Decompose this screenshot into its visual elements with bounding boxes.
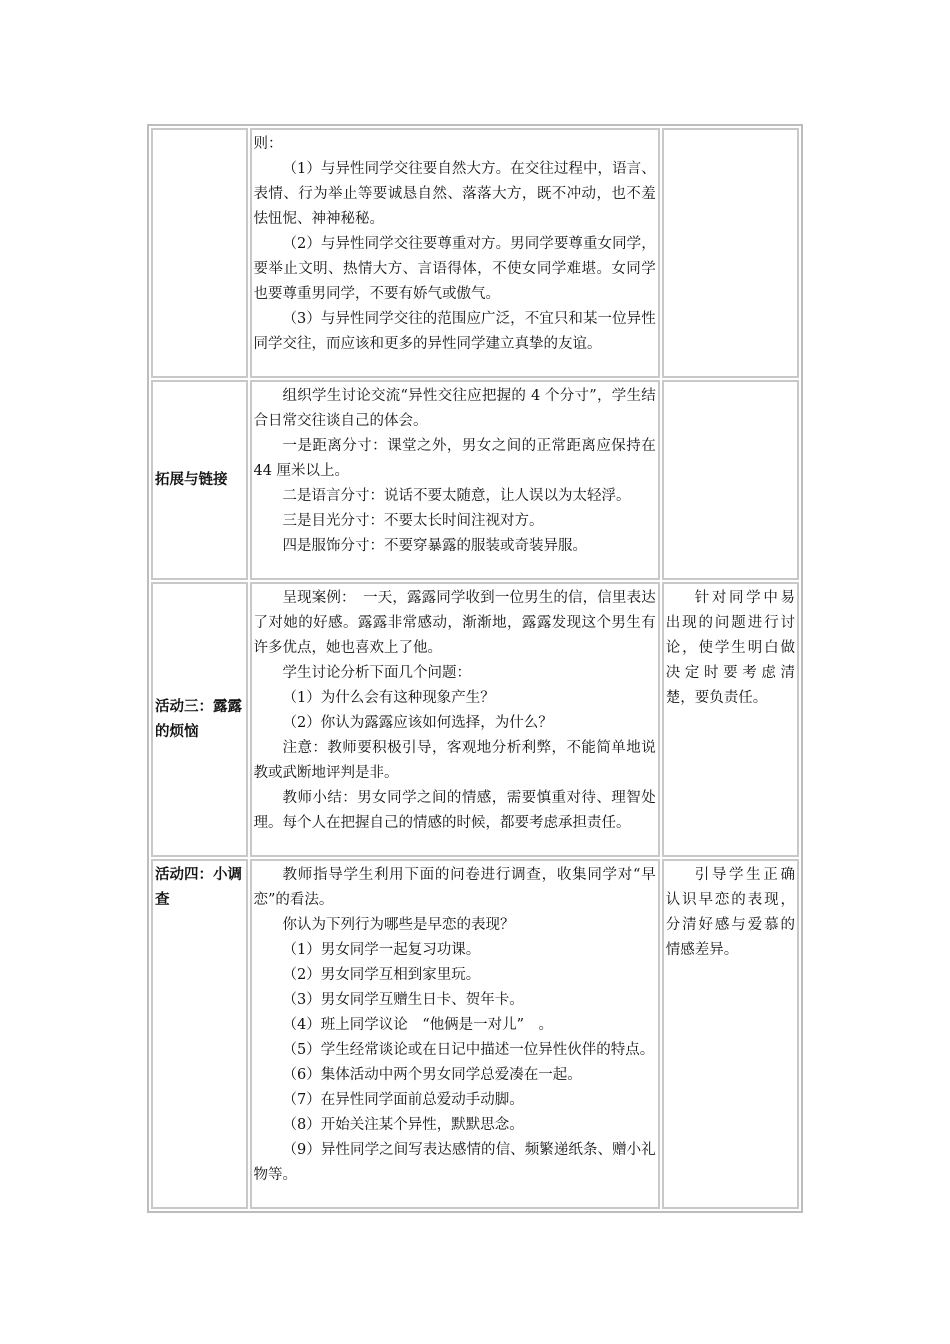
paragraph: （1）与异性同学交往要自然大方。在交往过程中，语言、表情、行为举止等要诚恳自然、落落大方，既不冲动，也不羞怯忸怩、神神秘秘。 [253,161,656,227]
row-note [662,582,799,857]
paragraph: （2）你认为露露应该如何选择，为什么？ [282,715,553,731]
paragraph: （6）集体活动中两个男女同学总爱凑在一起。 [282,1067,582,1083]
paragraph: 教师小结：男女同学之间的情感，需要慎重对待、理智处理。每个人在把握自己的情感的时候，都要考虑承担责任。 [253,790,656,831]
paragraph: （1）为什么会有这种现象产生？ [282,690,495,706]
lesson-plan-table [147,124,803,1213]
row-content [250,380,660,580]
row-content [250,128,660,378]
row-label [151,128,248,378]
paragraph: （2）与异性同学交往要尊重对方。男同学要尊重女同学，要举止文明、热情大方、言语得体，不使女同学难堪。女同学也要尊重男同学，不要有娇气或傲气。 [253,236,656,302]
table-row [151,582,799,857]
paragraph: （9）异性同学之间写表达感情的信、频繁递纸条、赠小礼物等。 [253,1142,656,1183]
paragraph: （7）在异性同学面前总爱动手动脚。 [282,1092,524,1108]
row-label: 活动四：小调查 [151,859,248,1209]
row-content [250,859,660,1209]
paragraph: 你认为下列行为哪些是早恋的表现？ [282,917,515,933]
paragraph: 则： [253,136,283,152]
paragraph: 呈现案例： 一天，露露同学收到一位男生的信，信里表达了对她的好感。露露非常感动，渐渐地，露露发现这个男生有许多优点，她也喜欢上了他。 [253,590,656,656]
row-note [662,859,799,1209]
paragraph: （4）班上同学议论 “他俩是一对儿” 。 [282,1017,554,1033]
paragraph: （1）男女同学一起复习功课。 [282,942,481,958]
paragraph: （8）开始关注某个异性，默默思念。 [282,1117,524,1133]
paragraph: 组织学生讨论交流“异性交往应把握的 4 个分寸”，学生结合日常交往谈自己的体会。 [253,388,656,429]
note-text: 针对同学中易出现的问题进行讨论，使学生明白做决定时要考虑清楚，要负责任。 [665,590,795,706]
paragraph: 一是距离分寸：课堂之外，男女之间的正常距离应保持在 44 厘米以上。 [253,438,656,479]
paragraph: （3）男女同学互赠生日卡、贺年卡。 [282,992,524,1008]
paragraph: 三是目光分寸：不要太长时间注视对方。 [282,513,544,529]
row-label: 活动三：露露的烦恼 [151,582,248,857]
paragraph: 二是语言分寸：说话不要太随意，让人误以为太轻浮。 [282,488,631,504]
paragraph: 注意：教师要积极引导，客观地分析利弊，不能简单地说教或武断地评判是非。 [253,740,656,781]
paragraph: （2）男女同学互相到家里玩。 [282,967,481,983]
table-row [151,128,799,378]
paragraph: 四是服饰分寸：不要穿暴露的服装或奇装异服。 [282,538,587,554]
paragraph: 学生讨论分析下面几个问题： [282,665,471,681]
row-note [662,128,799,378]
table-row [151,859,799,1209]
row-label: 拓展与链接 [151,380,248,580]
note-text: 引导学生正确认识早恋的表现，分清好感与爱慕的情感差异。 [665,867,795,958]
paragraph: （5）学生经常谈论或在日记中描述一位异性伙伴的特点。 [282,1042,655,1058]
row-content [250,582,660,857]
paragraph: 教师指导学生利用下面的问卷进行调查，收集同学对“早恋”的看法。 [253,867,656,908]
row-note [662,380,799,580]
paragraph: （3）与异性同学交往的范围应广泛，不宜只和某一位异性同学交往，而应该和更多的异性同学建立真挚的友谊。 [253,311,656,352]
table-row [151,380,799,580]
lesson-plan-sheet [147,124,803,1213]
